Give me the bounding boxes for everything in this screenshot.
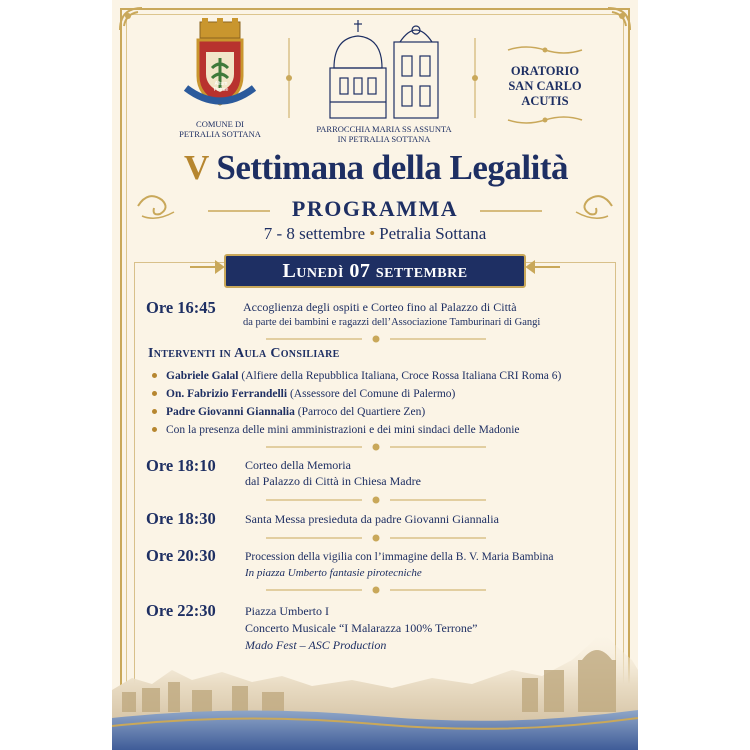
oratorio-label: ORATORIO SAN CARLO ACUTIS <box>508 64 582 108</box>
church-drawing-icon <box>324 16 446 122</box>
ornament-divider-icon <box>470 38 480 118</box>
day-banner: Lunedì 07 settembre <box>224 254 526 288</box>
event-time: Ore 18:30 <box>146 509 216 528</box>
ornament-divider-icon <box>284 38 294 118</box>
corner-ornament-icon <box>604 4 634 34</box>
banner-arrow-right-icon <box>526 260 560 274</box>
edition-number: V <box>184 148 209 187</box>
bullet-icon <box>152 391 157 396</box>
comune-label: COMUNE DI PETRALIA SOTTANA <box>179 119 261 139</box>
section-divider-icon <box>266 584 486 596</box>
bullet-icon <box>152 409 157 414</box>
list-item: On. Fabrizio Ferrandelli (Assessore del Comune di Palermo) <box>152 386 455 402</box>
event-description-sub: da parte dei bambini e ragazzi dell’Associazione Tamburinari di Gangi <box>243 317 541 328</box>
corner-ornament-icon <box>116 4 146 34</box>
list-item: Con la presenza delle mini amministrazioni e dei mini sindaci delle Madonie <box>152 422 520 438</box>
flourish-icon <box>506 114 584 126</box>
event-description: Corteo della Memoria <box>245 458 351 472</box>
event-time: Ore 18:10 <box>146 456 216 475</box>
section-divider-icon <box>266 494 486 506</box>
event-description-sub: In piazza Umberto fantasie pirotecniche <box>245 567 422 579</box>
event-description: Piazza Umberto I <box>245 604 329 618</box>
line-ornament-icon <box>480 209 542 213</box>
event-time: Ore 20:30 <box>146 546 216 565</box>
banner-arrow-left-icon <box>190 260 224 274</box>
event-time: Ore 16:45 <box>146 298 216 317</box>
event-description: Santa Messa presieduta da padre Giovanni Giannalia <box>245 512 499 526</box>
bullet-icon <box>152 427 157 432</box>
line-ornament-icon <box>208 209 270 213</box>
comune-motto: Altum Petrae <box>213 81 229 93</box>
event-description-sub: Concerto Musicale “I Malarazza 100% Terrone” <box>245 621 478 635</box>
parrocchia-label: PARROCCHIA MARIA SS ASSUNTA IN PETRALIA SOTTANA <box>316 124 452 144</box>
subtitle: PROGRAMMA <box>291 196 459 221</box>
event-description-sub: Mado Fest – ASC Production <box>245 638 387 652</box>
comune-crest-icon <box>178 18 262 116</box>
interventi-title: Interventi in Aula Consiliare <box>148 346 340 361</box>
list-item: Padre Giovanni Giannalia (Parroco del Quartiere Zen) <box>152 404 425 420</box>
event-description-sub: dal Palazzo di Città in Chiesa Madre <box>245 474 421 488</box>
scroll-ornament-icon <box>134 186 178 226</box>
section-divider-icon <box>266 532 486 544</box>
poster <box>112 0 638 750</box>
bullet-icon <box>152 373 157 378</box>
event-dates: 7 - 8 settembre • Petralia Sottana <box>263 224 487 243</box>
list-item: Gabriele Galal (Alfiere della Repubblica Italiana, Croce Rossa Italiana CRI Roma 6) <box>152 368 561 384</box>
event-time: Ore 22:30 <box>146 601 216 620</box>
scroll-ornament-icon <box>572 186 616 226</box>
page-title <box>150 148 602 188</box>
section-divider-icon <box>266 333 486 345</box>
bullet-icon: • <box>369 224 376 243</box>
section-divider-icon <box>266 441 486 453</box>
title-text: Settimana della Legalità <box>216 148 568 187</box>
event-description: Procession della vigilia con l’immagine della B. V. Maria Bambina <box>245 551 554 563</box>
flourish-icon <box>506 44 584 56</box>
event-description: Accoglienza degli ospiti e Corteo fino al Palazzo di Città <box>243 300 517 314</box>
